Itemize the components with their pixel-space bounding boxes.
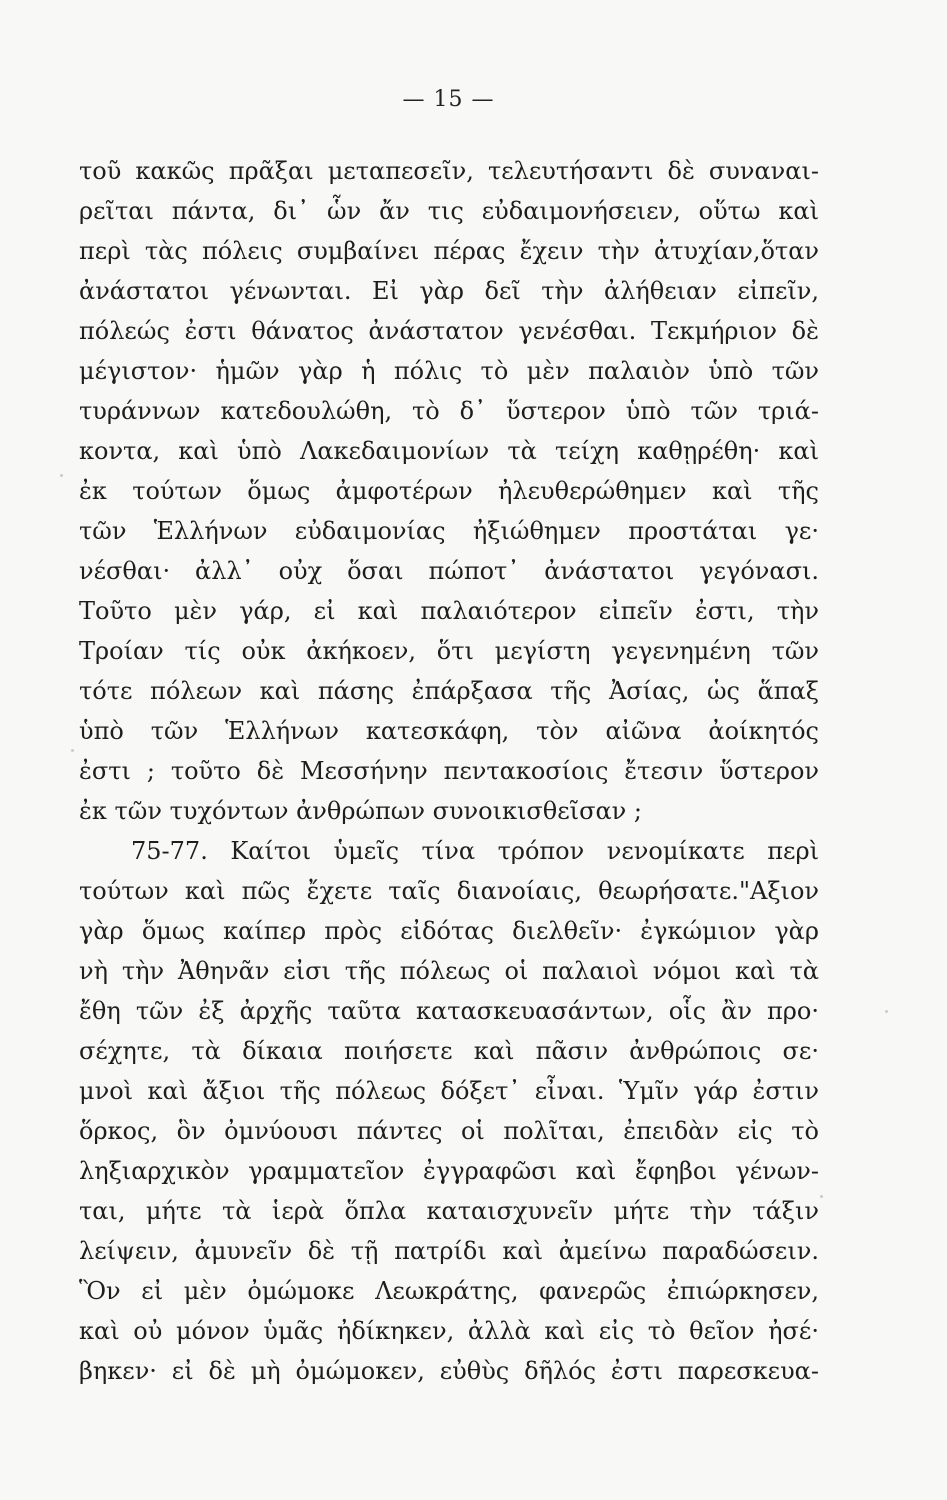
- text-line: νὴ τὴν Ἀθηνᾶν εἰσι τῆς πόλεως οἱ παλαιοὶ νόμοι καὶ τὰ: [79, 957, 819, 985]
- main-text-block: [79, 151, 819, 1391]
- text-line: Τροίαν τίς οὐκ ἀκήκοεν, ὅτι μεγίστη γεγενημένη τῶν: [79, 637, 819, 665]
- text-line: ἐκ τῶν τυχόντων ἀνθρώπων συνοικισθεῖσαν ;: [79, 797, 642, 825]
- text-line: τοῦ κακῶς πρᾶξαι μεταπεσεῖν, τελευτήσαντι δὲ συναναι-: [79, 157, 819, 185]
- text-line: σέχητε, τὰ δίκαια ποιήσετε καὶ πᾶσιν ἀνθρώποις σε·: [79, 1037, 819, 1065]
- text-line: κοντα, καὶ ὑπὸ Λακεδαιμονίων τὰ τείχη καθῃρέθη· καὶ: [79, 437, 819, 465]
- text-line: πόλεώς ἐστι θάνατος ἀνάστατον γενέσθαι. Τεκμήριον δὲ: [79, 317, 819, 345]
- text-line: ἐκ τούτων ὅμως ἀμφοτέρων ἠλευθερώθημεν καὶ τῆς: [79, 477, 819, 505]
- text-line: τυράννων κατεδουλώθη, τὸ δ᾽ ὕστερον ὑπὸ τῶν τριά-: [79, 397, 819, 425]
- text-line: ἀνάστατοι γένωνται. Εἰ γὰρ δεῖ τὴν ἀλήθειαν εἰπεῖν,: [79, 277, 819, 305]
- text-line: ὅρκος, ὃν ὀμνύουσι πάντες οἱ πολῖται, ἐπειδὰν εἰς τὸ: [79, 1117, 819, 1145]
- text-line: γὰρ ὅμως καίπερ πρὸς εἰδότας διελθεῖν· ἐγκώμιον γὰρ: [79, 917, 819, 945]
- text-line: Ὃν εἰ μὲν ὀμώμοκε Λεωκράτης, φανερῶς ἐπιώρκησεν,: [79, 1277, 819, 1305]
- text-line: ἐστι ; τοῦτο δὲ Μεσσήνην πεντακοσίοις ἔτεσιν ὕστερον: [79, 757, 819, 785]
- text-line: τότε πόλεων καὶ πάσης ἐπάρξασα τῆς Ἀσίας, ὡς ἅπαξ: [79, 677, 819, 705]
- text-line: ρεῖται πάντα, δι᾽ ὧν ἄν τις εὐδαιμονήσειεν, οὕτω καὶ: [79, 197, 819, 225]
- text-line: μέγιστον· ἡμῶν γὰρ ἡ πόλις τὸ μὲν παλαιὸν ὑπὸ τῶν: [79, 357, 819, 385]
- text-line: περὶ τὰς πόλεις συμβαίνει πέρας ἔχειν τὴν ἀτυχίαν,ὅταν: [79, 237, 819, 265]
- paper-speckle: [60, 474, 63, 477]
- text-line: βηκεν· εἰ δὲ μὴ ὀμώμοκεν, εὐθὺς δῆλός ἐστι παρεσκευα-: [79, 1357, 819, 1385]
- text-line: ται, μήτε τὰ ἱερὰ ὅπλα καταισχυνεῖν μήτε τὴν τάξιν: [79, 1197, 819, 1225]
- paper-speckle: [820, 1195, 823, 1198]
- page-number: — 15 —: [402, 87, 495, 112]
- paper-speckle: [71, 749, 74, 752]
- text-line: καὶ οὐ μόνον ὑμᾶς ἠδίκηκεν, ἀλλὰ καὶ εἰς τὸ θεῖον ἠσέ·: [79, 1317, 819, 1345]
- text-line: τούτων καὶ πῶς ἔχετε ταῖς διανοίαις, θεωρήσατε."Αξιον: [79, 877, 819, 905]
- text-line-paragraph-start: 75-77. Καίτοι ὑμεῖς τίνα τρόπον νενομίκατε περὶ: [131, 837, 819, 865]
- text-line: νέσθαι· ἀλλ᾽ οὐχ ὅσαι πώποτ᾽ ἀνάστατοι γεγόνασι.: [79, 557, 819, 585]
- paper-speckle: [885, 1010, 888, 1013]
- text-line: μνοὶ καὶ ἄξιοι τῆς πόλεως δόξετ᾽ εἶναι. Ὑμῖν γάρ ἐστιν: [79, 1077, 819, 1105]
- text-line: ὑπὸ τῶν Ἑλλήνων κατεσκάφη, τὸν αἰῶνα ἀοίκητός: [79, 717, 819, 745]
- text-line: τῶν Ἑλλήνων εὐδαιμονίας ἠξιώθημεν προστάται γε·: [79, 517, 819, 545]
- text-line: ληξιαρχικὸν γραμματεῖον ἐγγραφῶσι καὶ ἔφηβοι γένων-: [79, 1157, 819, 1185]
- text-line: ἔθη τῶν ἐξ ἀρχῆς ταῦτα κατασκευασάντων, οἷς ἂν προ·: [79, 997, 819, 1025]
- text-line: Τοῦτο μὲν γάρ, εἰ καὶ παλαιότερον εἰπεῖν ἐστι, τὴν: [79, 597, 819, 625]
- text-line: λείψειν, ἀμυνεῖν δὲ τῇ πατρίδι καὶ ἀμείνω παραδώσειν.: [79, 1237, 819, 1265]
